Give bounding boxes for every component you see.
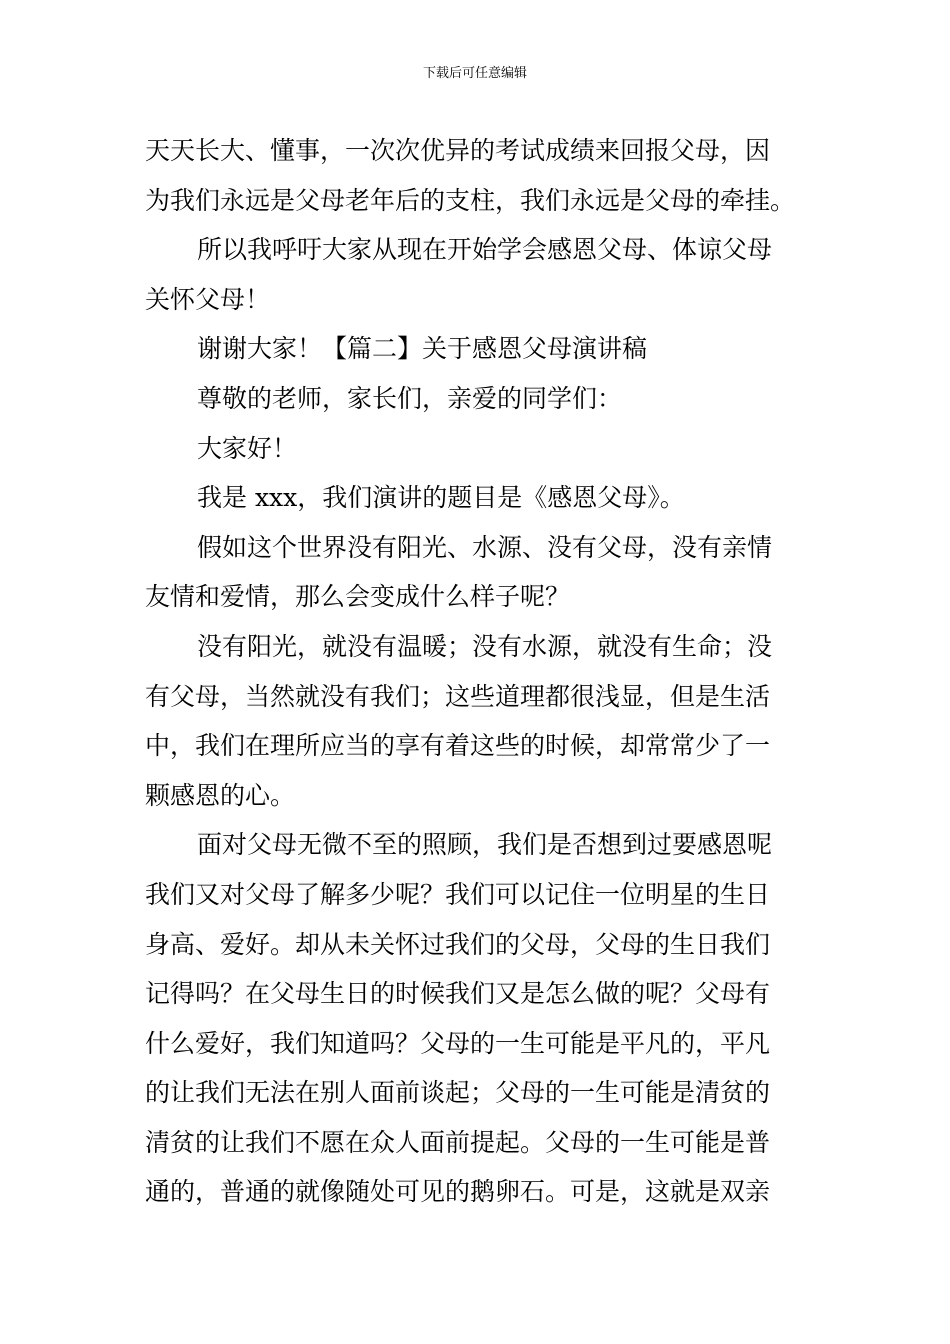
text-line: 天天长大、懂事，一次次优异的考试成绩来回报父母，因 [145, 136, 771, 165]
page-header: 下载后可任意编辑 [422, 66, 527, 81]
text-line: 记得吗？在父母生日的时候我们又是怎么做的呢？父母有 [145, 979, 771, 1009]
text-line: 为我们永远是父母老年后的支柱，我们永远是父母的牵挂。 [145, 185, 796, 215]
text-line: 谢谢大家！【篇二】关于感恩父母演讲稿 [197, 334, 648, 364]
text-line: 尊敬的老师，家长们，亲爱的同学们： [197, 383, 623, 413]
text-line: 假如这个世界没有阳光、水源、没有父母，没有亲情 [197, 532, 773, 562]
text-line: 大家好！ [197, 433, 298, 463]
document-body [145, 126, 807, 1217]
text-line: 关怀父母！ [145, 284, 271, 314]
text-line: 中，我们在理所应当的享有着这些的时候，却常常少了一 [145, 731, 771, 761]
text-line: 的让我们无法在别人面前谈起；父母的一生可能是清贫的 [145, 1078, 771, 1108]
text-line: 所以我呼吁大家从现在开始学会感恩父母、体谅父母 [197, 235, 773, 265]
text-line: 我们又对父母了解多少呢？我们可以记住一位明星的生日 [145, 879, 771, 909]
text-line: 颗感恩的心。 [145, 780, 296, 810]
text-line: 通的，普通的就像随处可见的鹅卵石。可是，这就是双亲 [145, 1177, 771, 1207]
text-line: 清贫的让我们不愿在众人面前提起。父母的一生可能是普 [145, 1127, 771, 1157]
text-line: 面对父母无微不至的照顾，我们是否想到过要感恩呢 [197, 830, 773, 860]
text-line: 友情和爱情，那么会变成什么样子呢？ [145, 582, 571, 612]
text-line: 身高、爱好。却从未关怀过我们的父母，父母的生日我们 [145, 929, 771, 959]
text-line: 没有阳光，就没有温暖；没有水源，就没有生命；没 [197, 631, 773, 661]
text-line: 我是 xxx，我们演讲的题目是《感恩父母》。 [197, 483, 685, 513]
text-line: 有父母，当然就没有我们；这些道理都很浅显，但是生活 [145, 681, 771, 711]
text-line: 什么爱好，我们知道吗？父母的一生可能是平凡的，平凡 [145, 1028, 771, 1058]
